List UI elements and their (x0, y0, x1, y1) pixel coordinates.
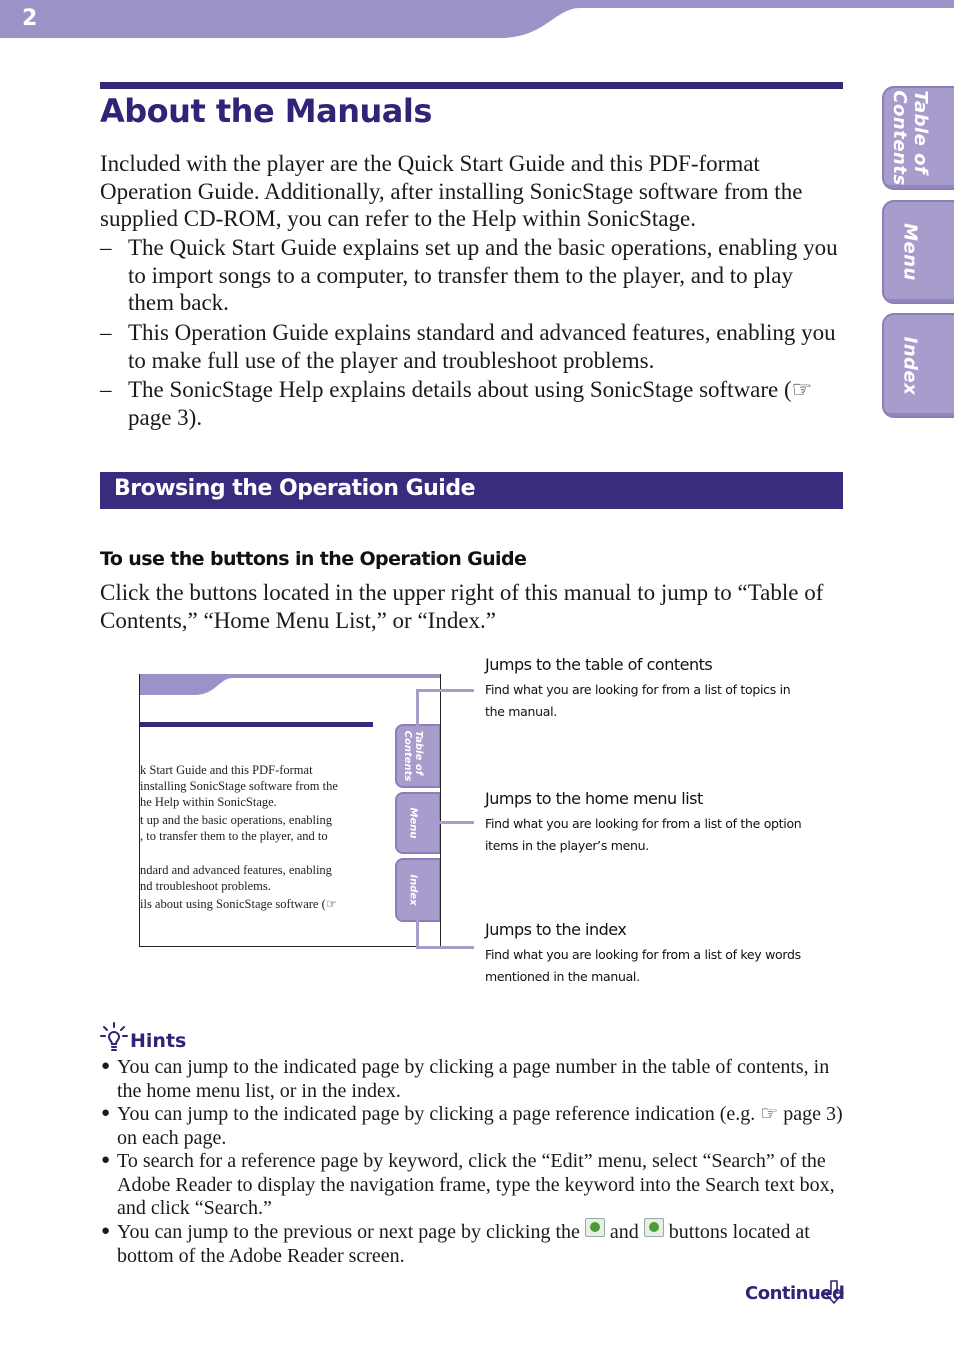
callout-connector (416, 689, 474, 692)
diagram-tab-toc-line2: Contents (402, 730, 413, 782)
title-rule (100, 82, 843, 89)
hint-item-text: buttons located at bottom of the Adobe Reader screen. (117, 1221, 810, 1267)
bullet-operation-guide: This Operation Guide explains standard and advanced features, enabling you to make full use of the player and troubleshoot problems. (128, 320, 836, 373)
tab-table-of-contents[interactable] (882, 86, 954, 190)
callout-title-index: Jumps to the index (485, 920, 627, 939)
bullet-dash: – (100, 377, 112, 402)
diagram-tab-table-of-contents (395, 724, 441, 788)
tab-index[interactable] (882, 313, 954, 418)
tab-menu[interactable] (882, 200, 954, 304)
hint-item: You can jump to the indicated page by clicking a page number in the table of contents, in the home menu list, or in the index. (117, 1056, 830, 1102)
hint-item-text: page 3) on each page. (117, 1103, 843, 1149)
manual-page-diagram (139, 674, 441, 947)
hint-bullet: ● (101, 1152, 111, 1168)
callout-title-menu: Jumps to the home menu list (485, 789, 703, 808)
hint-bullet: ● (101, 1058, 111, 1074)
diagram-title-rule (140, 722, 373, 727)
tab-toc-line2: Contents (889, 90, 910, 186)
down-arrow-icon (823, 1280, 845, 1304)
diagram-text-line: he Help within SonicStage. (140, 795, 277, 809)
bullet-sonicstage-text: The SonicStage Help explains details about using SonicStage software ( (128, 377, 792, 402)
subsection-title: To use the buttons in the Operation Guide (100, 548, 527, 570)
diagram-header-bar (140, 674, 440, 696)
reference-hand-icon: ☞ (791, 377, 813, 402)
bullet-dash: – (100, 235, 112, 260)
diagram-text-line: ndard and advanced features, enabling (140, 863, 332, 877)
hint-bullet: ● (101, 1105, 111, 1121)
intro-paragraph: Included with the player are the Quick Start Guide and this PDF-format Operation Guide. Additionally, after installing SonicStage software from the supplied CD-ROM, you can refer to the Help within SonicStage. (100, 151, 803, 231)
hint-lightbulb-icon (100, 1022, 128, 1052)
callout-desc-menu: Find what you are looking for from a list of the option items in the player’s menu. (485, 816, 802, 853)
callout-desc-contents: Find what you are looking for from a list of topics in the manual. (485, 682, 791, 719)
diagram-text-line: installing SonicStage software from the (140, 779, 338, 793)
bullet-quick-start: The Quick Start Guide explains set up and the basic operations, enabling you to import songs to a computer, to transfer them to the player, and to play them back. (128, 235, 838, 315)
diagram-text-line: t up and the basic operations, enabling (140, 813, 332, 827)
header-bar (0, 0, 954, 40)
diagram-tab-toc-line1: Table of (413, 730, 424, 776)
hint-item: To search for a reference page by keyword, click the “Edit” menu, select “Search” of the Adobe Reader to display the navigation frame, type the keyword into the Search text box, and click “Search.” (117, 1150, 835, 1219)
page-reference-link[interactable]: page 3). (128, 404, 203, 430)
continued-label: Continued (745, 1283, 845, 1304)
bullet-dash: – (100, 320, 112, 345)
section-header (100, 472, 843, 509)
subsection-text: Click the buttons located in the upper right of this manual to jump to “Table of Contents,” “Home Menu List,” or “Index.” (100, 580, 824, 633)
callout-connector (416, 689, 419, 729)
page-number: 2 (22, 6, 38, 31)
callout-connector (438, 821, 474, 824)
hint-bullet: ● (101, 1223, 111, 1239)
hint-item (117, 1221, 847, 1268)
hint-item-text: You can jump to the indicated page by clicking a page reference indication (e.g. (117, 1103, 761, 1125)
diagram-tab-index-label: Index (407, 874, 419, 906)
diagram-text-line: k Start Guide and this PDF-format (140, 763, 313, 777)
diagram-text-line: ils about using SonicStage software (☞ (140, 897, 337, 911)
diagram-tab-menu-label: Menu (407, 807, 419, 839)
tab-toc-line1: Table of (910, 90, 931, 175)
diagram-text-line: , to transfer them to the player, and to (140, 829, 328, 843)
tab-index-label: Index (899, 336, 921, 395)
previous-page-button-icon (585, 1218, 605, 1237)
callout-desc-index: Find what you are looking for from a list of key words mentioned in the manual. (485, 947, 801, 984)
section-title: Browsing the Operation Guide (114, 476, 476, 501)
hint-item-text: and (604, 1221, 644, 1243)
reference-hand-icon: ☞ (760, 1103, 779, 1125)
diagram-tab-index (395, 858, 441, 922)
hints-label: Hints (130, 1030, 187, 1052)
tab-menu-label: Menu (899, 223, 921, 281)
callout-connector (416, 918, 419, 948)
diagram-tab-menu (395, 792, 441, 854)
hint-item-text: You can jump to the previous or next page by clicking the (117, 1221, 585, 1243)
next-page-button-icon (644, 1218, 664, 1237)
callout-title-contents: Jumps to the table of contents (485, 655, 713, 674)
diagram-text-line: nd troubleshoot problems. (140, 879, 271, 893)
bullet-sonicstage-help (128, 376, 828, 431)
hint-item (117, 1103, 847, 1150)
callout-connector (416, 946, 474, 949)
page-title: About the Manuals (100, 92, 432, 130)
